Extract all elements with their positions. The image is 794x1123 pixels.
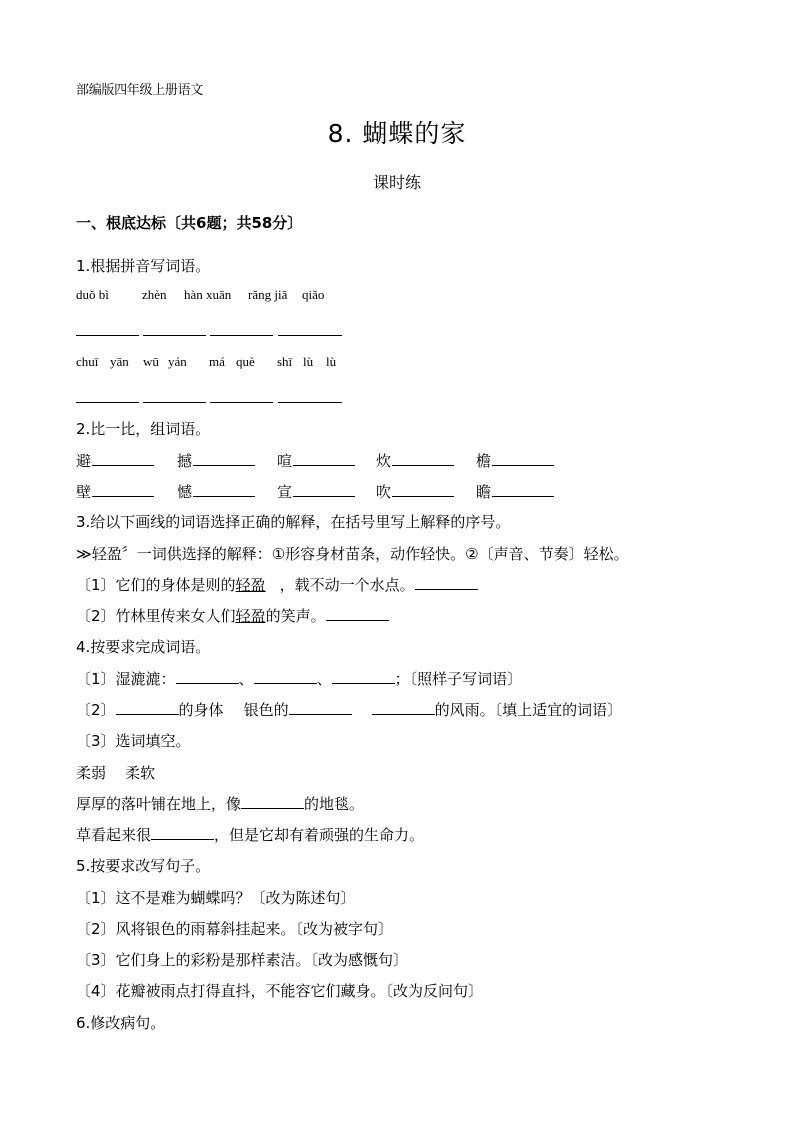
character: 撼 bbox=[177, 452, 193, 470]
item-text: 〔2〕竹林里传来女人们 bbox=[76, 607, 236, 625]
pinyin: má bbox=[209, 354, 225, 369]
page-subtitle: 课时练 bbox=[372, 173, 421, 192]
q5-item-2: 〔2〕风将银色的雨幕斜挂起来。〔改为被字句〕 bbox=[76, 920, 394, 938]
character: 避 bbox=[76, 452, 92, 470]
char-cell[interactable] bbox=[76, 481, 154, 502]
q3-prompt: 3.给以下画线的词语选择正确的解释，在括号里写上解释的序号。 bbox=[76, 513, 511, 531]
item-text: 的身体 bbox=[178, 701, 224, 719]
item-text: 银色的 bbox=[243, 701, 289, 719]
q1-prompt: 1.根据拼音写词语。 bbox=[76, 257, 211, 275]
item-text: 的地毯。 bbox=[304, 795, 365, 813]
item-text: 草看起来很 bbox=[76, 826, 152, 844]
item-text: 的风雨。〔填上适宜的词语〕 bbox=[434, 701, 623, 719]
char-cell[interactable] bbox=[376, 481, 454, 502]
q3-options: ≫轻盈〞一词供选择的解释：①形容身材苗条，动作轻快。②〔声音、节奏〕轻松。 bbox=[76, 545, 629, 563]
answer-blank[interactable] bbox=[151, 825, 214, 840]
answer-blank[interactable] bbox=[193, 482, 255, 497]
q4-prompt: 4.按要求完成词语。 bbox=[76, 638, 211, 656]
answer-blank[interactable] bbox=[293, 451, 355, 466]
pinyin: rǎng jiā bbox=[248, 287, 288, 302]
answer-blank[interactable] bbox=[392, 482, 454, 497]
char-cell[interactable] bbox=[277, 481, 355, 502]
answer-blank[interactable] bbox=[176, 669, 239, 684]
char-cell[interactable] bbox=[476, 481, 554, 502]
answer-blank[interactable] bbox=[392, 451, 454, 466]
character: 瞻 bbox=[476, 483, 492, 501]
answer-blank[interactable] bbox=[293, 482, 355, 497]
pinyin: chuī bbox=[76, 354, 99, 369]
answer-blank[interactable] bbox=[492, 482, 554, 497]
item-text: 的笑声。 bbox=[265, 607, 326, 625]
q4-choices: 柔弱 柔软 bbox=[76, 764, 156, 782]
item-text: 〔1〕湿漉漉： bbox=[76, 670, 176, 688]
answer-blank[interactable] bbox=[92, 451, 154, 466]
q4-item-1: 〔1〕湿漉漉： 、 、 ；〔照样子写词语〕 bbox=[76, 670, 523, 688]
section-heading: 一、根底达标〔共6题；共58分〕 bbox=[76, 214, 303, 232]
q5-prompt: 5.按要求改写句子。 bbox=[76, 857, 211, 875]
answer-blank[interactable] bbox=[332, 669, 395, 684]
answer-blank[interactable] bbox=[92, 482, 154, 497]
answer-blank[interactable] bbox=[116, 700, 179, 715]
character: 宣 bbox=[277, 483, 293, 501]
char-cell[interactable] bbox=[177, 481, 255, 502]
pinyin: lù bbox=[326, 354, 337, 369]
character: 檐 bbox=[476, 452, 492, 470]
pinyin: shī bbox=[277, 354, 293, 369]
item-text: ，载不动一个水点。 bbox=[279, 576, 415, 594]
q4-sentence-2 bbox=[76, 824, 424, 845]
pinyin: què bbox=[236, 354, 255, 369]
q5-item-4: 〔4〕花瓣被雨点打得直抖，不能容它们藏身。〔改为反问句〕 bbox=[76, 982, 484, 1000]
character: 壁 bbox=[76, 483, 92, 501]
char-cell[interactable] bbox=[277, 450, 355, 471]
pinyin: wū bbox=[143, 354, 159, 369]
character: 吹 bbox=[376, 483, 392, 501]
answer-blank[interactable] bbox=[241, 794, 304, 809]
pinyin: duǒ bì bbox=[76, 287, 109, 302]
edition-label: 部编版四年级上册语文 bbox=[76, 83, 204, 98]
q4-item-2 bbox=[76, 699, 622, 720]
answer-blank[interactable] bbox=[492, 451, 554, 466]
q6-prompt: 6.修改病句。 bbox=[76, 1014, 166, 1032]
item-text: 〔2〕 bbox=[76, 701, 116, 719]
char-cell[interactable] bbox=[376, 450, 454, 471]
item-text: 厚厚的落叶铺在地上，像 bbox=[76, 795, 242, 813]
item-text: ，但是它却有着顽强的生命力。 bbox=[214, 826, 425, 844]
character: 喧 bbox=[277, 452, 293, 470]
pinyin: zhèn bbox=[142, 287, 167, 302]
q5-item-1: 〔1〕这不是难为蝴蝶吗？〔改为陈述句〕 bbox=[76, 889, 356, 907]
char-cell[interactable] bbox=[177, 450, 255, 471]
answer-blank[interactable] bbox=[193, 451, 255, 466]
q3-item-2 bbox=[76, 605, 389, 626]
pinyin: lù bbox=[303, 354, 314, 369]
page-title: 8. 蝴蝶的家 bbox=[327, 119, 467, 148]
q3-item-1 bbox=[76, 574, 478, 595]
underlined-word: 轻盈 bbox=[235, 576, 266, 594]
answer-blank[interactable] bbox=[289, 700, 352, 715]
item-text: ；〔照样子写词语〕 bbox=[394, 670, 523, 688]
answer-blank[interactable] bbox=[372, 700, 435, 715]
char-cell[interactable] bbox=[476, 450, 554, 471]
char-cell[interactable] bbox=[76, 450, 154, 471]
q5-item-3: 〔3〕它们身上的彩粉是那样素洁。〔改为感慨句〕 bbox=[76, 951, 409, 969]
q4-sentence-1 bbox=[76, 793, 364, 814]
q2-prompt: 2.比一比，组词语。 bbox=[76, 420, 211, 438]
character: 炊 bbox=[376, 452, 392, 470]
item-text: 〔1〕它们的身体是则的 bbox=[76, 576, 236, 594]
pinyin: yán bbox=[168, 354, 187, 369]
pinyin: qiǎo bbox=[302, 287, 325, 302]
answer-blank[interactable] bbox=[415, 575, 478, 590]
answer-blank[interactable] bbox=[254, 669, 317, 684]
answer-blank[interactable] bbox=[326, 606, 389, 621]
character: 憾 bbox=[177, 483, 193, 501]
underlined-word: 轻盈 bbox=[235, 607, 266, 625]
pinyin: hàn xuān bbox=[184, 287, 232, 302]
q4-item-3: 〔3〕选词填空。 bbox=[76, 732, 191, 750]
pinyin: yān bbox=[110, 354, 129, 369]
